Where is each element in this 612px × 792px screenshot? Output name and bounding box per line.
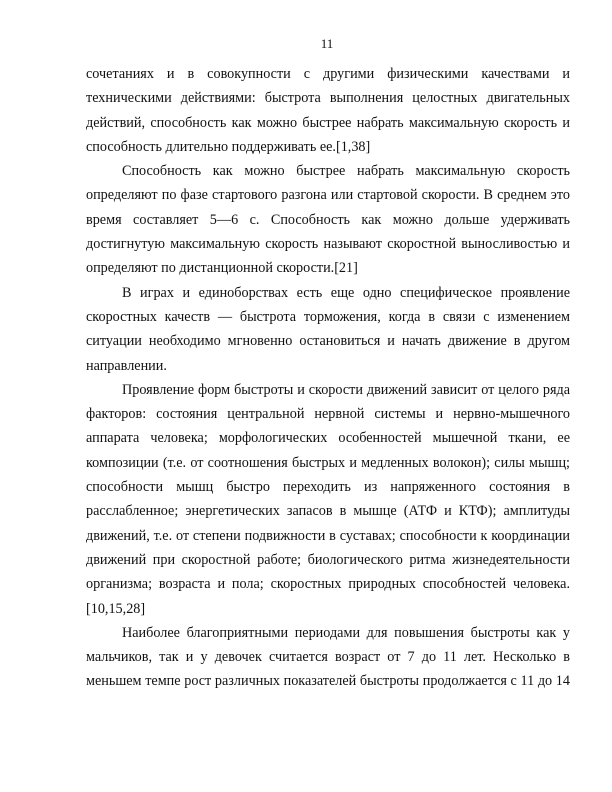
- text-line: определяют по фазе стартового разгона или стартовой скорости. В среднем это: [86, 187, 570, 204]
- text-line: расслабленное; энергетических запасов в мышце (АТФ и КТФ); амплитуды: [86, 503, 570, 520]
- text-line: движений, т.е. от степени подвижности в суставах; способности к координации: [86, 527, 570, 544]
- text-line: факторов: состояния центральной нервной системы и нервно-мышечного: [86, 406, 570, 423]
- text-line: способности мышц быстро переходить из напряженного состояния в: [86, 479, 570, 496]
- text-line: В играх и единоборствах есть еще одно специфическое проявление: [122, 284, 570, 301]
- text-line: меньшем темпе рост различных показателей быстроты продолжается с 11 до 14: [86, 673, 570, 690]
- text-line: Проявление форм быстроты и скорости движений зависит от целого ряда: [122, 381, 570, 398]
- text-line: время составляет 5—6 с. Способность как можно дольше удерживать: [86, 211, 570, 228]
- text-line: определяют по дистанционной скорости.[21]: [86, 260, 358, 277]
- text-line: аппарата человека; морфологических особенностей мышечной ткани, ее: [86, 430, 570, 447]
- page-number: 11: [320, 36, 334, 51]
- text-line: движений при скоростной работе; биологического ритма жизнедеятельности: [86, 551, 570, 568]
- paragraph: [86, 62, 570, 159]
- paragraph: [86, 621, 570, 694]
- text-line: мальчиков, так и у девочек считается возраст от 7 до 11 лет. Несколько в: [86, 649, 570, 666]
- text-line: композиции (т.е. от соотношения быстрых и медленных волокон); силы мышц;: [86, 454, 570, 471]
- text-line: ситуации необходимо мгновенно остановиться и начать движение в другом: [86, 333, 570, 350]
- paragraph: [86, 281, 570, 378]
- text-line: направлении.: [86, 357, 167, 374]
- text-line: достигнутую максимальную скорость называют скоростной выносливостью и: [86, 236, 570, 253]
- text-line: действий, способность как можно быстрее набрать максимальную скорость и: [86, 114, 570, 131]
- paragraph: [86, 378, 570, 621]
- text-line: Наиболее благоприятными периодами для повышения быстроты как у: [122, 624, 570, 641]
- text-line: техническими действиями: быстрота выполнения целостных двигательных: [86, 90, 570, 107]
- text-line: Способность как можно быстрее набрать максимальную скорость: [122, 163, 570, 180]
- text-line: [10,15,28]: [86, 600, 146, 617]
- document-body: [86, 62, 570, 694]
- text-line: скоростных качеств — быстрота торможения, когда в связи с изменением: [86, 308, 570, 325]
- text-line: организма; возраста и пола; скоростных природных способностей человека.: [86, 576, 570, 593]
- text-line: сочетаниях и в совокупности с другими физическими качествами и: [86, 66, 570, 82]
- paragraph: [86, 159, 570, 280]
- text-line: способность длительно поддерживать ее.[1,38]: [86, 138, 371, 155]
